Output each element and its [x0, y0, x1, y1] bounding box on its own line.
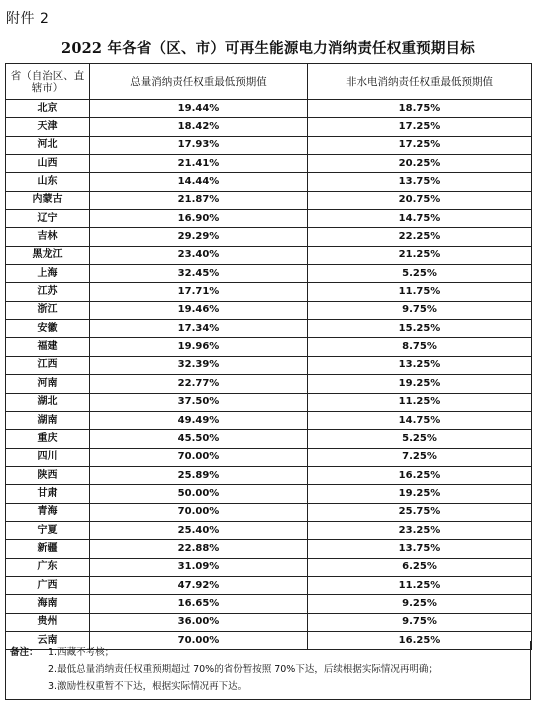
province-cell: 江苏 — [6, 283, 90, 301]
table-row — [6, 191, 532, 209]
province-cell: 重庆 — [6, 430, 90, 448]
total-weight-cell: 14.44% — [90, 173, 308, 191]
table-row — [6, 173, 532, 191]
nonhydro-weight-cell: 16.25% — [308, 631, 532, 649]
total-weight-cell: 32.39% — [90, 356, 308, 374]
total-weight-cell: 17.93% — [90, 136, 308, 154]
header-total-weight: 总量消纳责任权重最低预期值 — [90, 64, 308, 100]
nonhydro-weight-cell: 13.25% — [308, 356, 532, 374]
province-cell: 吉林 — [6, 228, 90, 246]
nonhydro-weight-cell: 22.25% — [308, 228, 532, 246]
header-province: 省（自治区、直辖市） — [6, 64, 90, 100]
province-cell: 浙江 — [6, 301, 90, 319]
total-weight-cell: 36.00% — [90, 613, 308, 631]
table-row — [6, 613, 532, 631]
header-nonhydro-weight: 非水电消纳责任权重最低预期值 — [308, 64, 532, 100]
table-row — [6, 558, 532, 576]
nonhydro-weight-cell: 16.25% — [308, 466, 532, 484]
province-cell: 甘肃 — [6, 485, 90, 503]
note-line-1 — [10, 644, 530, 661]
province-cell: 内蒙古 — [6, 191, 90, 209]
province-cell: 广东 — [6, 558, 90, 576]
province-cell: 河北 — [6, 136, 90, 154]
notes-box — [5, 641, 531, 700]
nonhydro-weight-cell: 5.25% — [308, 265, 532, 283]
total-weight-cell: 50.00% — [90, 485, 308, 503]
nonhydro-weight-cell: 7.25% — [308, 448, 532, 466]
province-cell: 福建 — [6, 338, 90, 356]
total-weight-cell: 31.09% — [90, 558, 308, 576]
nonhydro-weight-cell: 9.75% — [308, 301, 532, 319]
total-weight-cell: 45.50% — [90, 430, 308, 448]
total-weight-cell: 16.90% — [90, 210, 308, 228]
table-row — [6, 265, 532, 283]
nonhydro-weight-cell: 9.25% — [308, 595, 532, 613]
table-row — [6, 411, 532, 429]
table-row — [6, 393, 532, 411]
total-weight-cell: 29.29% — [90, 228, 308, 246]
table-row — [6, 521, 532, 539]
attachment-label: 附件 2 — [6, 11, 50, 27]
nonhydro-weight-cell: 17.25% — [308, 136, 532, 154]
nonhydro-weight-cell: 21.25% — [308, 246, 532, 264]
table-row — [6, 356, 532, 374]
note-line-3 — [10, 678, 530, 695]
table-row — [6, 485, 532, 503]
province-cell: 安徽 — [6, 320, 90, 338]
table-header-row — [6, 64, 532, 100]
province-cell: 河南 — [6, 375, 90, 393]
nonhydro-weight-cell: 20.75% — [308, 191, 532, 209]
total-weight-cell: 47.92% — [90, 576, 308, 594]
nonhydro-weight-cell: 5.25% — [308, 430, 532, 448]
note-item: 1.西藏不考核； — [48, 647, 115, 658]
table-body — [6, 100, 532, 650]
nonhydro-weight-cell: 15.25% — [308, 320, 532, 338]
province-cell: 江西 — [6, 356, 90, 374]
nonhydro-weight-cell: 13.75% — [308, 173, 532, 191]
province-cell: 新疆 — [6, 540, 90, 558]
province-cell: 海南 — [6, 595, 90, 613]
nonhydro-weight-cell: 8.75% — [308, 338, 532, 356]
nonhydro-weight-cell: 11.25% — [308, 576, 532, 594]
province-cell: 北京 — [6, 100, 90, 118]
note-item: 3.激励性权重暂不下达，根据实际情况再下达。 — [48, 681, 248, 692]
total-weight-cell: 17.34% — [90, 320, 308, 338]
province-cell: 天津 — [6, 118, 90, 136]
total-weight-cell: 49.49% — [90, 411, 308, 429]
table-row — [6, 155, 532, 173]
total-weight-cell: 25.40% — [90, 521, 308, 539]
total-weight-cell: 19.46% — [90, 301, 308, 319]
nonhydro-weight-cell: 14.75% — [308, 411, 532, 429]
province-cell: 山东 — [6, 173, 90, 191]
province-cell: 宁夏 — [6, 521, 90, 539]
total-weight-cell: 19.96% — [90, 338, 308, 356]
total-weight-cell: 19.44% — [90, 100, 308, 118]
total-weight-cell: 32.45% — [90, 265, 308, 283]
table-row — [6, 375, 532, 393]
nonhydro-weight-cell: 19.25% — [308, 485, 532, 503]
table-row — [6, 246, 532, 264]
total-weight-cell: 22.88% — [90, 540, 308, 558]
province-cell: 青海 — [6, 503, 90, 521]
nonhydro-weight-cell: 9.75% — [308, 613, 532, 631]
document-title: 2022 年各省（区、市）可再生能源电力消纳责任权重预期目标 — [61, 40, 475, 57]
table-row — [6, 466, 532, 484]
total-weight-cell: 25.89% — [90, 466, 308, 484]
province-cell: 湖北 — [6, 393, 90, 411]
total-weight-cell: 21.87% — [90, 191, 308, 209]
province-cell: 上海 — [6, 265, 90, 283]
quota-table — [5, 63, 532, 650]
nonhydro-weight-cell: 13.75% — [308, 540, 532, 558]
table-row — [6, 118, 532, 136]
total-weight-cell: 16.65% — [90, 595, 308, 613]
total-weight-cell: 23.40% — [90, 246, 308, 264]
notes-label: 备注： — [10, 647, 39, 658]
nonhydro-weight-cell: 25.75% — [308, 503, 532, 521]
nonhydro-weight-cell: 17.25% — [308, 118, 532, 136]
table-row — [6, 595, 532, 613]
table-row — [6, 448, 532, 466]
province-cell: 广西 — [6, 576, 90, 594]
table-row — [6, 136, 532, 154]
nonhydro-weight-cell: 23.25% — [308, 521, 532, 539]
province-cell: 黑龙江 — [6, 246, 90, 264]
table-row — [6, 100, 532, 118]
province-cell: 山西 — [6, 155, 90, 173]
province-cell: 贵州 — [6, 613, 90, 631]
nonhydro-weight-cell: 11.75% — [308, 283, 532, 301]
table-row — [6, 430, 532, 448]
province-cell: 陕西 — [6, 466, 90, 484]
nonhydro-weight-cell: 6.25% — [308, 558, 532, 576]
note-item: 2.最低总量消纳责任权重预期超过 70%的省份暂按照 70%下达，后续根据实际情况再明确； — [48, 664, 438, 675]
table-row — [6, 576, 532, 594]
nonhydro-weight-cell: 20.25% — [308, 155, 532, 173]
total-weight-cell: 70.00% — [90, 448, 308, 466]
total-weight-cell: 18.42% — [90, 118, 308, 136]
total-weight-cell: 22.77% — [90, 375, 308, 393]
total-weight-cell: 70.00% — [90, 631, 308, 649]
note-line-2 — [10, 661, 530, 678]
table-row — [6, 320, 532, 338]
province-cell: 云南 — [6, 631, 90, 649]
table-row — [6, 228, 532, 246]
table-row — [6, 503, 532, 521]
province-cell: 湖南 — [6, 411, 90, 429]
table-row — [6, 338, 532, 356]
total-weight-cell: 21.41% — [90, 155, 308, 173]
table-row — [6, 540, 532, 558]
total-weight-cell: 37.50% — [90, 393, 308, 411]
table-row — [6, 301, 532, 319]
table-row — [6, 283, 532, 301]
table-row — [6, 210, 532, 228]
nonhydro-weight-cell: 14.75% — [308, 210, 532, 228]
nonhydro-weight-cell: 11.25% — [308, 393, 532, 411]
nonhydro-weight-cell: 19.25% — [308, 375, 532, 393]
total-weight-cell: 17.71% — [90, 283, 308, 301]
nonhydro-weight-cell: 18.75% — [308, 100, 532, 118]
total-weight-cell: 70.00% — [90, 503, 308, 521]
province-cell: 辽宁 — [6, 210, 90, 228]
province-cell: 四川 — [6, 448, 90, 466]
